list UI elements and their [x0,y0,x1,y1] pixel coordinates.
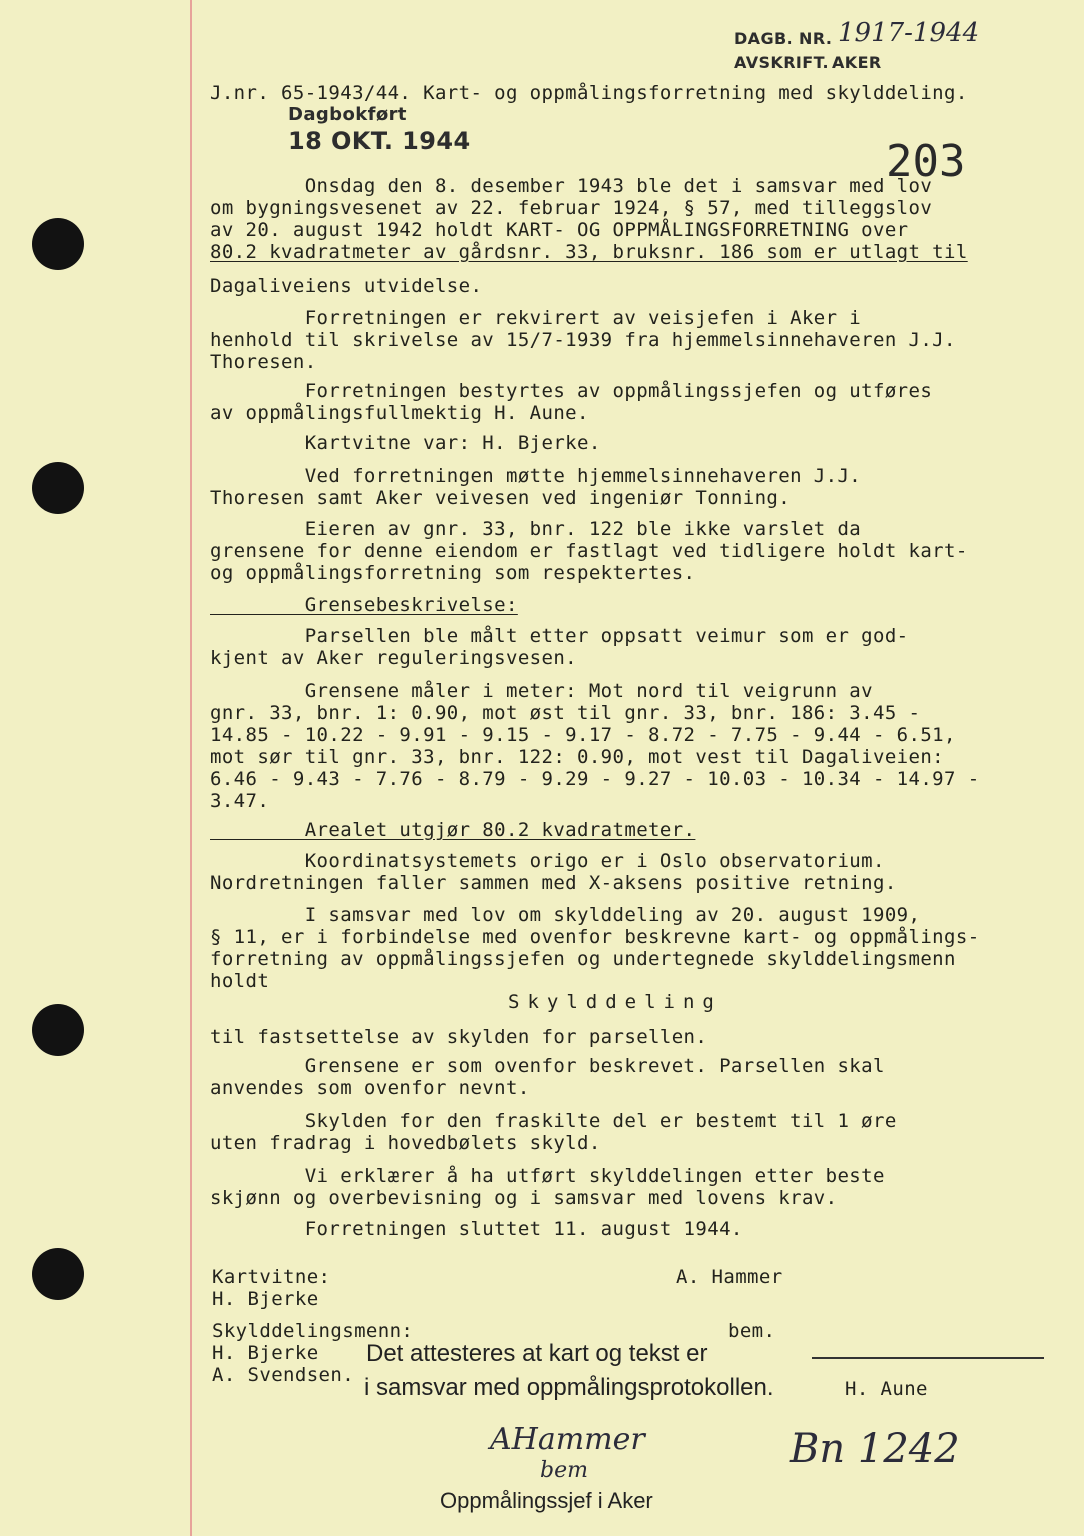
text-line: Thoresen. [210,351,317,373]
text-line: Forretningen bestyrtes av oppmålingssjefen og utføres [210,380,933,402]
signer-hammer: A. Hammer [676,1266,783,1288]
text-line: gnr. 33, bnr. 1: 0.90, mot øst til gnr. 33, bnr. 186: 3.45 - [210,702,921,724]
text-line: av oppmålingsfullmektig H. Aune. [210,402,589,424]
punch-hole-3 [32,1004,84,1056]
text-line: henhold til skrivelse av 15/7-1939 fra hjemmelsinnehaveren J.J. [210,329,956,351]
skyld-name-2: A. Svendsen. [212,1364,355,1386]
journal-heading: J.nr. 65-1943/44. Kart- og oppmålingsforretning med skylddeling. [210,82,968,104]
text-line: Dagaliveiens utvidelse. [210,275,483,297]
section-heading-grensebeskrivelse: Grensebeskrivelse: [210,594,518,616]
text-line: Koordinatsystemets origo er i Oslo observatorium. [210,850,885,872]
page-number: 203 [886,136,966,187]
text-line: mot sør til gnr. 33, bnr. 122: 0.90, mot vest til Dagaliveien: [210,746,945,768]
punch-hole-1 [32,218,84,270]
text-line: § 11, er i forbindelse med ovenfor beskrevne kart- og oppmålings- [210,926,980,948]
dagbokfort-date: 18 OKT. 1944 [288,127,471,155]
skylddelingsmenn-label: Skylddelingsmenn: [212,1320,414,1342]
text-line: 14.85 - 10.22 - 9.91 - 9.15 - 9.17 - 8.72 - 7.75 - 9.44 - 6.51, [210,724,956,746]
dagb-nr-value: 1917-1944 [838,18,980,48]
text-line: 3.47. [210,790,270,812]
text-line: Forretningen sluttet 11. august 1944. [210,1218,743,1240]
text-line: Thoresen samt Aker veivesen ved ingeniør Tonning. [210,487,791,509]
text-line: Onsdag den 8. desember 1943 ble det i samsvar med lov [210,175,933,197]
dagb-nr-label: DAGB. NR. [734,29,833,48]
kartvitne-label: Kartvitne: [212,1266,331,1288]
attestation-signature-line [812,1357,1044,1359]
avskrift-label: AVSKRIFT. [734,53,829,72]
text-line: til fastsettelse av skylden for parsellen. [210,1026,708,1048]
signer-aune: H. Aune [845,1378,928,1400]
kartvitne-name: H. Bjerke [212,1288,319,1310]
text-line: I samsvar med lov om skylddeling av 20. august 1909, [210,904,921,926]
text-line: Grensene er som ovenfor beskrevet. Parsellen skal [210,1055,885,1077]
attestation-line-1: Det attesteres at kart og tekst er [366,1340,708,1367]
text-line: av 20. august 1942 holdt KART- OG OPPMÅLINGSFORRETNING over [210,219,909,241]
text-line: 6.46 - 9.43 - 7.76 - 8.79 - 9.29 - 9.27 - 10.03 - 10.34 - 14.97 - [210,768,980,790]
text-line: Nordretningen faller sammen med X-aksens positive retning. [210,872,897,894]
skyld-name-1: H. Bjerke [212,1342,319,1364]
text-line: om bygningsvesenet av 22. februar 1924, § 57, med tilleggslov [210,197,933,219]
text-line: Parsellen ble målt etter oppsatt veimur som er god- [210,625,909,647]
punch-hole-2 [32,462,84,514]
text-line: Ved forretningen møtte hjemmelsinnehaveren J.J. [210,465,862,487]
text-line: anvendes som ovenfor nevnt. [210,1077,530,1099]
handwritten-signature-hammer: AHammer [490,1422,645,1457]
handwritten-signature-right: Bn 1242 [790,1426,960,1472]
footer-stamp: Oppmålingssjef i Aker [440,1488,653,1513]
attestation-line-2: i samsvar med oppmålingsprotokollen. [364,1374,774,1401]
handwritten-bem: bem [540,1458,588,1483]
text-line: uten fradrag i hovedbølets skyld. [210,1132,601,1154]
punch-hole-4 [32,1248,84,1300]
text-line: forretning av oppmålingssjefen og undertegnede skylddelingsmenn [210,948,956,970]
dagbokfort-label: Dagbokført [288,104,407,125]
section-heading-skylddeling: Skylddeling [508,991,722,1013]
bem-note: bem. [728,1320,776,1342]
text-line: Vi erklærer å ha utført skylddelingen etter beste [210,1165,885,1187]
text-line: Grensene måler i meter: Mot nord til veigrunn av [210,680,873,702]
text-line: og oppmålingsforretning som respektertes. [210,562,696,584]
text-line: 80.2 kvadratmeter av gårdsnr. 33, bruksnr. 186 som er utlagt til [210,241,968,263]
text-line: skjønn og overbevisning og i samsvar med lovens krav. [210,1187,838,1209]
text-line: Kartvitne var: H. Bjerke. [210,432,601,454]
avskrift-value: AKER [832,53,882,72]
text-line: Eieren av gnr. 33, bnr. 122 ble ikke varslet da [210,518,862,540]
section-heading-arealet: Arealet utgjør 80.2 kvadratmeter. [210,819,696,841]
text-line: holdt [210,970,270,992]
text-line: Forretningen er rekvirert av veisjefen i Aker i [210,307,862,329]
text-line: grensene for denne eiendom er fastlagt ved tidligere holdt kart- [210,540,968,562]
text-line: kjent av Aker reguleringsvesen. [210,647,578,669]
text-line: Skylden for den fraskilte del er bestemt til 1 øre [210,1110,897,1132]
margin-line [190,0,192,1536]
